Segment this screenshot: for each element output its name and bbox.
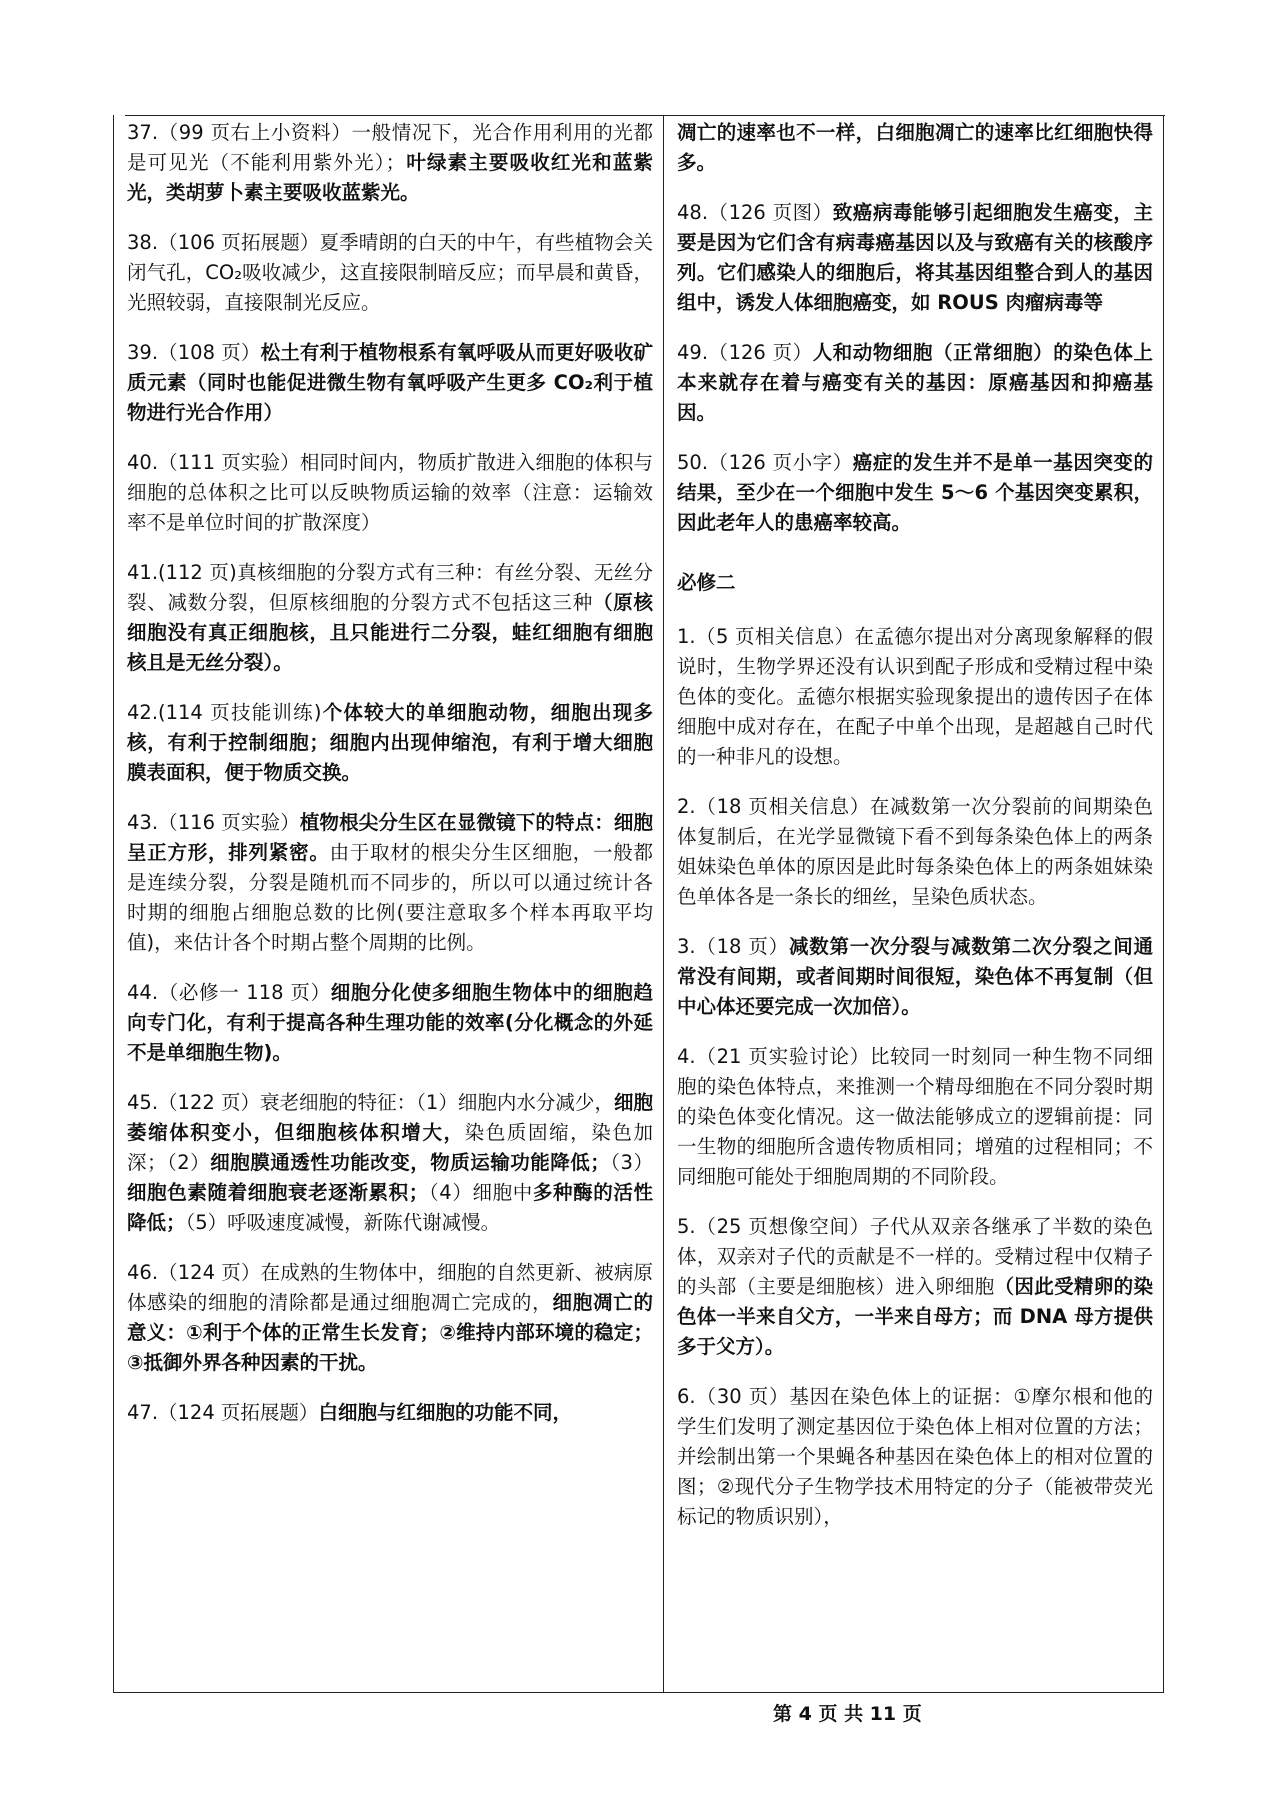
text-segment: （3）: [609, 1151, 653, 1174]
text-segment: 41.(112 页)真核细胞的分裂方式有三种：有丝分裂、无丝分裂、减数分裂，但原核细胞的分裂方式不包括这三种: [127, 561, 653, 614]
item-paragraph: [677, 198, 1153, 318]
bold-text-segment: 细胞萎缩体积变小，但细胞核体积增大，: [127, 1091, 653, 1144]
item-paragraph: [677, 1382, 1153, 1532]
bold-text-segment: （因此受精卵的染色体一半来自父方，一半来自母方；而 DNA 母方提供多于父方）。: [677, 1275, 1153, 1358]
page-footer: 第 4 页 共 11 页: [773, 1703, 922, 1725]
text-segment: 染色质固缩，染色加深；（2）: [127, 1121, 653, 1174]
text-segment: 43.（116 页实验）: [127, 811, 300, 834]
text-segment: 1.（5 页相关信息）在孟德尔提出对分离现象解释的假说时，生物学界还没有认识到配子形成和受精过程中染色体的变化。孟德尔根据实验现象提出的遗传因子在体细胞中成对存在，在配子中单个出现，是超越自己时代的一种非凡的设想。: [677, 625, 1153, 768]
bold-text-segment: 细胞色素随着细胞衰老逐渐累积；: [127, 1181, 429, 1204]
bold-text-segment: 减数第一次分裂与减数第二次分裂之间通常没有间期，或者间期时间很短，染色体不再复制（但中心体还要完成一次加倍）。: [677, 935, 1153, 1018]
bold-text-segment: 个体较大的单细胞动物，细胞出现多核，有利于控制细胞；细胞内出现伸缩泡，有利于增大细胞膜表面积，便于物质交换。: [127, 701, 653, 784]
text-segment: 3.（18 页）: [677, 935, 789, 958]
text-segment: 50.（126 页小字）: [677, 451, 853, 474]
item-paragraph: [677, 792, 1153, 912]
bold-text-segment: 癌症的发生并不是单一基因突变的结果，至少在一个细胞中发生 5～6 个基因突变累积，因此老年人的患癌率较高。: [677, 451, 1153, 534]
bold-text-segment: 细胞膜通透性功能改变，物质运输功能降低；: [210, 1151, 610, 1174]
text-segment: 47.（124 页拓展题）: [127, 1401, 319, 1424]
bold-text-segment: 白细胞与红细胞的功能不同，: [318, 1401, 572, 1424]
bold-text-segment: （原核细胞没有真正细胞核，且只能进行二分裂，蛙红细胞有细胞核且是无丝分裂）。: [127, 591, 653, 674]
item-paragraph: [127, 1398, 653, 1428]
text-segment: 由于取材的根尖分生区细胞，一般都是连续分裂，分裂是随机而不同步的，所以可以通过统计各时期的细胞占细胞总数的比例(要注意取多个样本再取平均值)，来估计各个时期占整个周期的比例。: [127, 841, 653, 954]
section-title: 必修二: [677, 571, 736, 594]
item-paragraph: [127, 118, 653, 208]
text-segment: 39.（108 页）: [127, 341, 261, 364]
item-paragraph: [127, 558, 653, 678]
bold-text-segment: 多种酶的活性降低；: [127, 1181, 653, 1234]
item-paragraph: [677, 932, 1153, 1022]
item-paragraph: [677, 118, 1153, 178]
text-segment: 49.（126 页）: [677, 341, 813, 364]
text-segment: 46.（124 页）在成熟的生物体中，细胞的自然更新、被病原体感染的细胞的清除都是通过细胞凋亡完成的，: [127, 1261, 653, 1314]
text-segment: 2.（18 页相关信息）在减数第一次分裂前的间期染色体复制后，在光学显微镜下看不到每条染色体上的两条姐妹染色单体的原因是此时每条染色体上的两条姐妹染色单体各是一条长的细丝，呈染色质状态。: [677, 795, 1153, 908]
item-paragraph: [127, 1258, 653, 1378]
item-paragraph: [127, 1088, 653, 1238]
item-paragraph: [677, 448, 1153, 538]
text-segment: （5）呼吸速度减慢，新陈代谢减慢。: [185, 1211, 501, 1234]
text-segment: 40.（111 页实验）相同时间内，物质扩散进入细胞的体积与细胞的总体积之比可以反映物质运输的效率（注意：运输效率不是单位时间的扩散深度）: [127, 451, 653, 534]
item-paragraph: [127, 978, 653, 1068]
bold-text-segment: 人和动物细胞（正常细胞）的染色体上本来就存在着与癌变有关的基因：原癌基因和抑癌基因。: [677, 341, 1153, 424]
item-paragraph: [677, 1212, 1153, 1362]
text-segment: 38.（106 页拓展题）夏季晴朗的白天的中午，有些植物会关闭气孔，CO₂吸收减少，这直接限制暗反应；而早晨和黄昏，光照较弱，直接限制光反应。: [127, 231, 653, 314]
item-paragraph: [677, 622, 1153, 772]
text-segment: 37.（99 页右上小资料）一般情况下，光合作用利用的光都是可见光（不能利用紫外光）；: [127, 121, 653, 174]
item-paragraph: [127, 698, 653, 788]
right-column-chapter-one: [677, 118, 1153, 538]
right-column: [677, 118, 1153, 1688]
bold-text-segment: 致癌病毒能够引起细胞发生癌变，主要是因为它们含有病毒癌基因以及与致癌有关的核酸序列。它们感染人的细胞后，将其基因组整合到人的基因组中，诱发人体细胞癌变，如 ROUS 肉瘤病毒等: [677, 201, 1153, 314]
item-paragraph: [127, 448, 653, 538]
bold-text-segment: 植物根尖分生区在显微镜下的特点：细胞呈正方形，排列紧密。: [127, 811, 653, 864]
item-paragraph: [127, 228, 653, 318]
left-column: [127, 118, 653, 1688]
text-segment: 42.(114 页技能训练): [127, 701, 322, 724]
item-paragraph: [677, 1042, 1153, 1192]
text-segment: 5.（25 页想像空间）子代从双亲各继承了半数的染色体，双亲对子代的贡献是不一样的。受精过程中仅精子的头部（主要是细胞核）进入卵细胞: [677, 1215, 1153, 1298]
text-segment: 6.（30 页）基因在染色体上的证据：①摩尔根和他的学生们发明了测定基因位于染色体上相对位置的方法；并绘制出第一个果蝇各种基因在染色体上的相对位置的图；②现代分子生物学技术用特定的分子（能被带荧光标记的物质识别），: [677, 1385, 1153, 1528]
item-paragraph: [127, 338, 653, 428]
text-segment: 45.（122 页）衰老细胞的特征：（1）细胞内水分减少，: [127, 1091, 614, 1114]
text-segment: 44.（必修一 118 页）: [127, 981, 331, 1004]
text-segment: 4.（21 页实验讨论）比较同一时刻同一种生物不同细胞的染色体特点，来推测一个精母细胞在不同分裂时期的染色体变化情况。这一做法能够成立的逻辑前提：同一生物的细胞所含遗传物质相同；增殖的过程相同；不同细胞可能处于细胞周期的不同阶段。: [677, 1045, 1153, 1188]
bold-text-segment: 松土有利于植物根系有氧呼吸从而更好吸收矿质元素（同时也能促进微生物有氧呼吸产生更多 CO₂利于植物进行光合作用）: [127, 341, 653, 424]
item-paragraph: [677, 338, 1153, 428]
item-paragraph: [127, 808, 653, 958]
column-divider: [663, 115, 664, 1693]
text-segment: （4）细胞中: [428, 1181, 533, 1204]
text-segment: 48.（126 页图）: [677, 201, 833, 224]
bold-text-segment: 叶绿素主要吸收红光和蓝紫光，类胡萝卜素主要吸收蓝紫光。: [127, 151, 653, 204]
bold-text-segment: 细胞凋亡的意义：①利于个体的正常生长发育；②维持内部环境的稳定；③抵御外界各种因素的干扰。: [127, 1291, 653, 1374]
bold-text-segment: 凋亡的速率也不一样，白细胞凋亡的速率比红细胞快得多。: [677, 121, 1153, 174]
bold-text-segment: 细胞分化使多细胞生物体中的细胞趋向专门化，有利于提高各种生理功能的效率(分化概念的外延不是单细胞生物)。: [127, 981, 653, 1064]
right-column-chapter-two: [677, 622, 1153, 1532]
